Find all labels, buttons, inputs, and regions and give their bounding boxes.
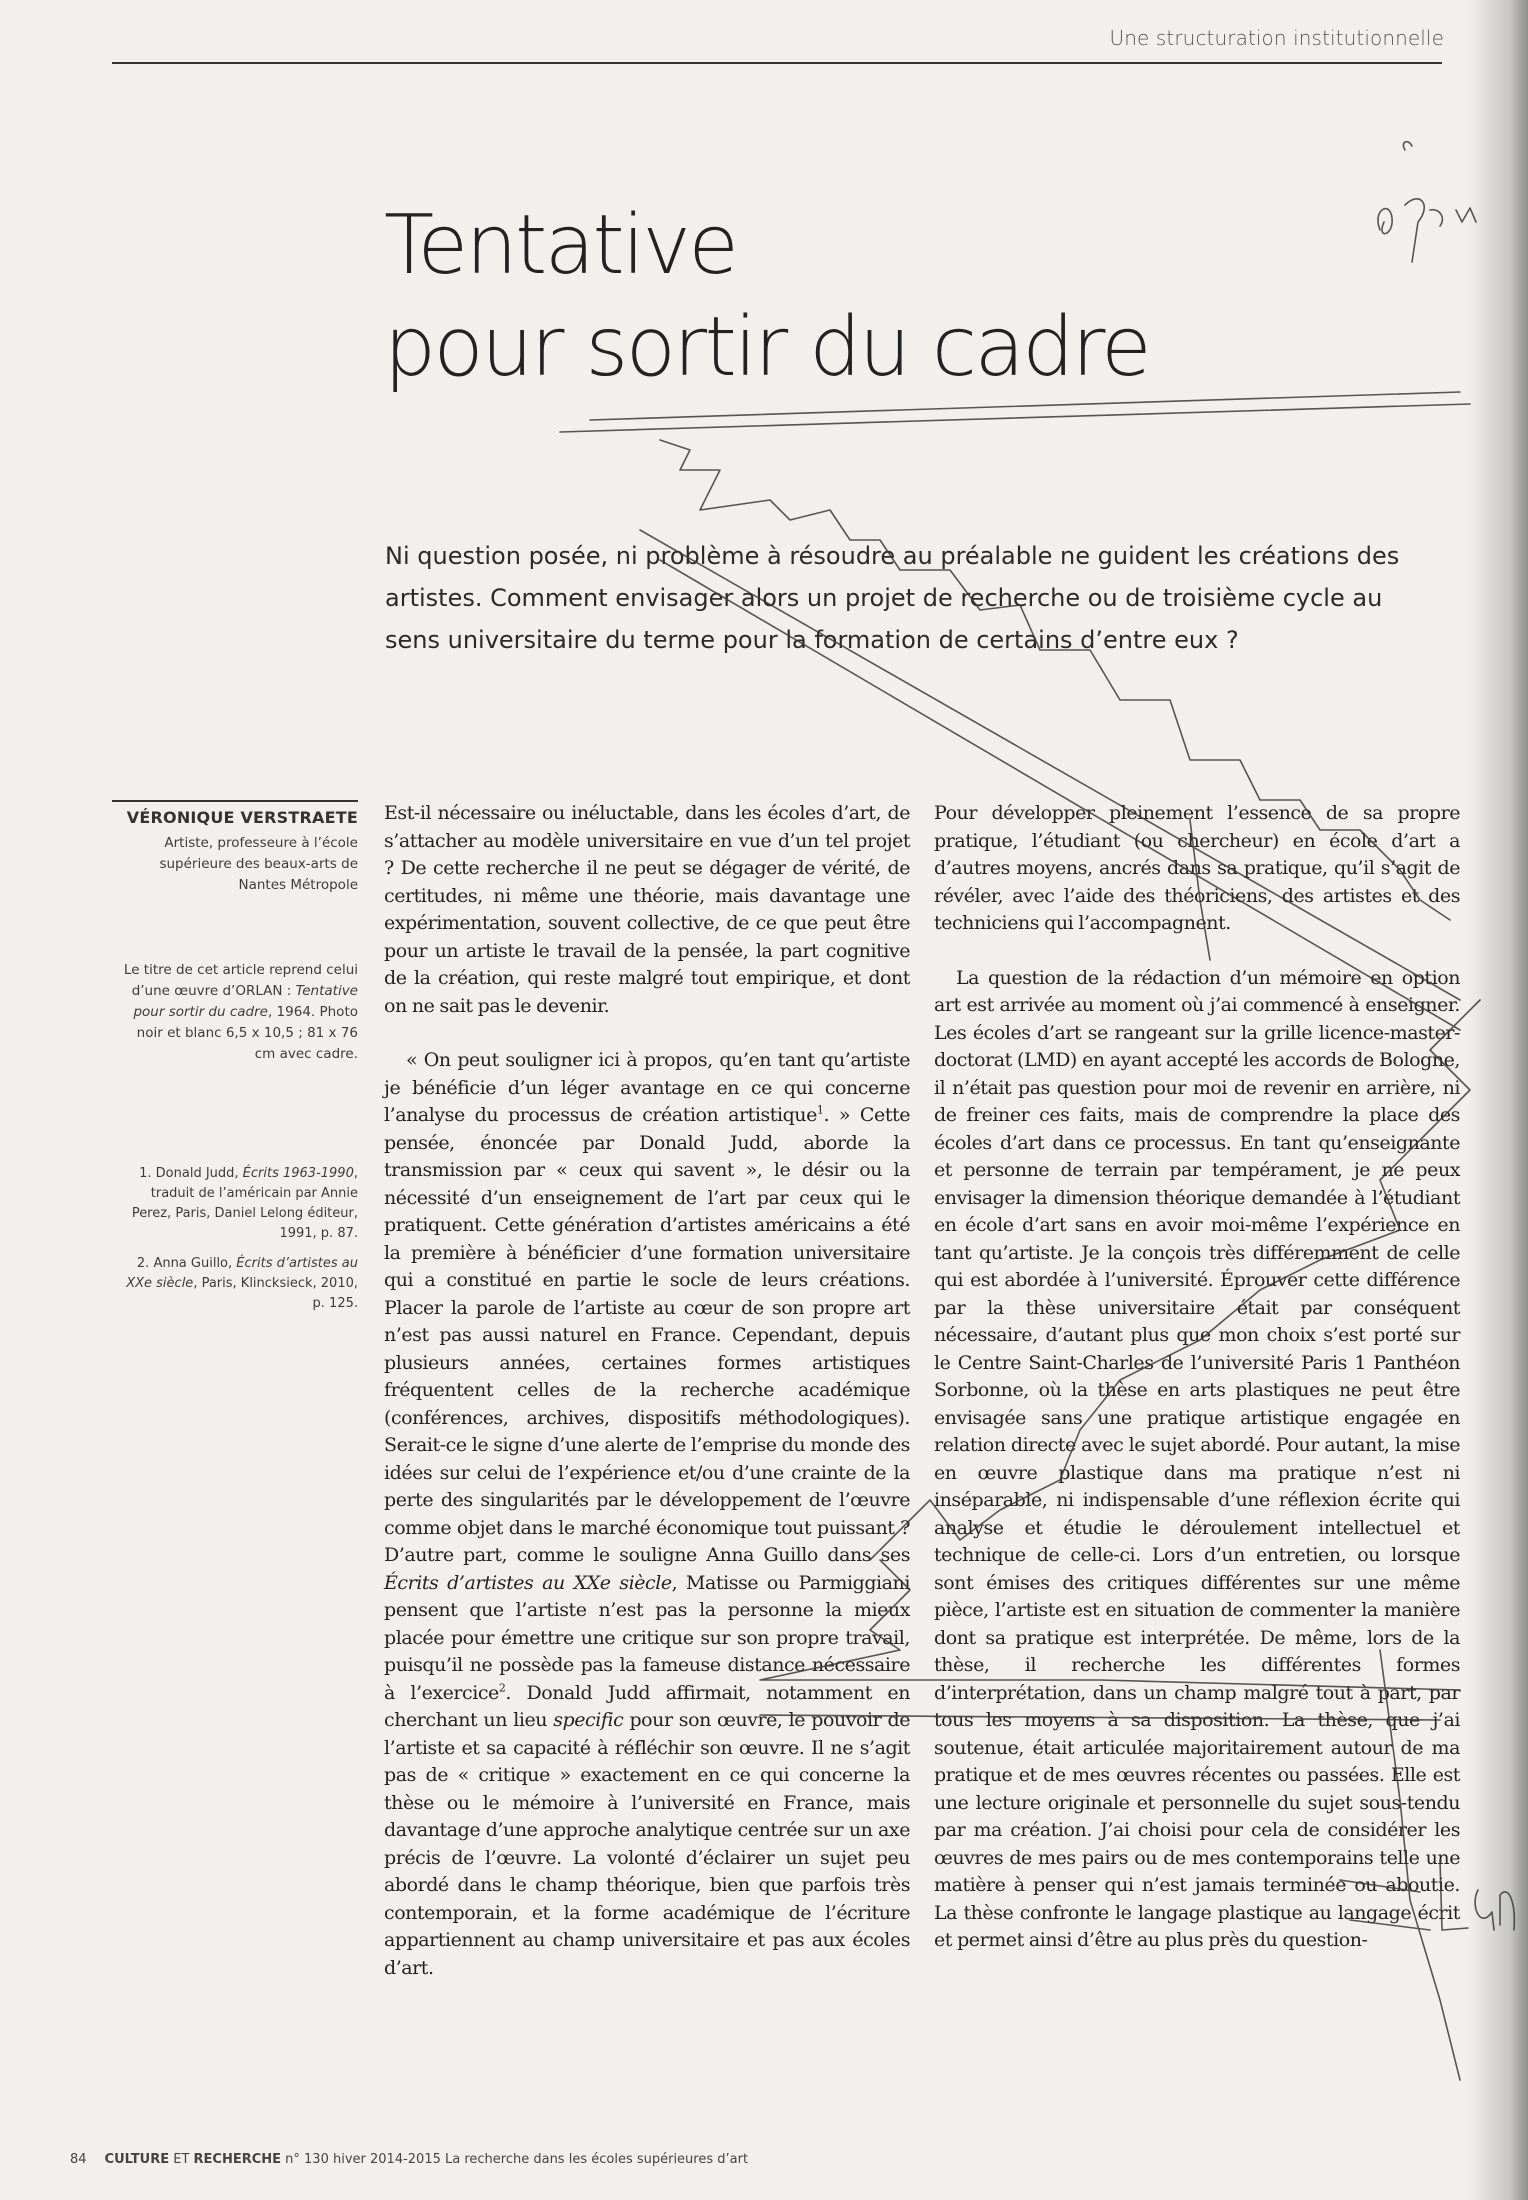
footnote-author: Anna Guillo, (153, 1256, 237, 1271)
footnote-rest: , Paris, Klincksieck, 2010, p. 125. (193, 1276, 358, 1311)
body-column-2 (934, 800, 1460, 1982)
caption-work: Tentative pour sortir du cadre (133, 983, 358, 1020)
body-paragraph: La question de la rédaction d’un mémoire en option art est arrivée au moment où j’ai commencé à enseigner. Les écoles d’art se rangeant sur la grille licence-master-doctorat (LMD) en ayant accepté les accords de Bologne, il n’était pas question pour moi de revenir en arrière, ni de freiner ces faits, mais de comprendre la place des écoles d’art dans ce processus. En tant qu’enseignante et personne de terrain par tempérament, je ne peux envisager la dimension théorique demandée à l’étudiant en école d’art sans en avoir moi-même l’expérience en tant qu’artiste. Je la conçois très différemment de celle qui est abordée à l’université. Éprouver cette différence par la thèse universitaire était par conséquent nécessaire, d’autant plus que mon choix s’est porté sur le Centre Saint-Charles de l’université Paris 1 Panthéon Sorbonne, où la thèse en arts plastiques ne peut être envisagée sans une pratique artistique engagée en relation directe avec le sujet abordé. Pour autant, la mise en œuvre plastique dans ma pratique n’est ni inséparable, ni indispensable d’une réflexion écrite qui analyse et étudie le déroulement intellectuel et technique de celle-ci. Lors d’un entretien, ou lorsque sont émises des critiques différentes sur une même pièce, l’artiste est en situation de commenter la manière dont sa pratique est interprétée. De même, lors de la thèse, il recherche les différentes formes d’interprétation, dans un champ malgré tout à part, par tous les moyens à sa disposition. La thèse, que j’ai soutenue, était articulée majoritairement autour de ma pratique et de mes œuvres récentes ou passées. Elle est une lecture originale et personnelle du sujet sous-tendu par ma création. J’ai choisi pour cela de considérer les œuvres de mes pairs ou de mes contemporains telle une matière à penser qui n’est jamais terminée ou aboutie. La thèse confronte le langage plastique au langage écrit et permet ainsi d’être au plus près du question- (934, 966, 1460, 1951)
footnote-ref: 2 (498, 1681, 506, 1695)
footnote-rest: , traduit de l’américain par Annie Perez, Paris, Daniel Lelong éditeur, 1991, p. 87. (131, 1166, 358, 1241)
caption-before: Le titre de cet article reprend celui d’une œuvre d’ORLAN : (123, 962, 358, 999)
title-line-2: pour sortir du cadre (384, 300, 1150, 395)
handwriting-glyph (1378, 209, 1392, 234)
body-paragraph (384, 1047, 910, 1982)
text-run: . Donald Judd affirmait, notamment en cherchant un lieu (384, 1681, 910, 1731)
body-paragraph: Pour développer pleinement l’essence de sa propre pratique, l’étudiant (ou chercheur) en école d’art a d’autres moyens, ancrés dans sa pratique, qu’il s’agit de révéler, avec l’aide des théoriciens, des artistes et des techniciens qui l’accompagnent. (934, 802, 1460, 934)
page-number: 84 (70, 2152, 87, 2167)
author-role: Artiste, professeure à l’école supérieure des beaux-arts de Nantes Métropole (159, 835, 358, 893)
caption-after: , 1964. Photo noir et blanc 6,5 x 10,5 ; 81 x 76 cm avec cadre. (136, 1004, 358, 1062)
journal-name-et: ET (169, 2152, 194, 2167)
body-paragraph: Est-il nécessaire ou inéluctable, dans les écoles d’art, de s’attacher au modèle universitaire en vue d’un tel projet ? De cette recherche il ne peut se dégager de vérité, de certitudes, ni même une théorie, mais davantage une expérimentation, souvent collective, de ce que peut être pour un artiste le travail de la pensée, la part cognitive de la création, qui reste malgré tout empirique, et dont on ne sait pas le devenir. (384, 802, 910, 1017)
lead-paragraph: Ni question posée, ni problème à résoudre au préalable ne guident les créations des artistes. Comment envisager alors un projet de recherche ou de troisième cycle au sens universitaire du terme pour la formation de certains d’entre eux ? (385, 542, 1400, 654)
text-run: , Matisse ou Parmiggiani pensent que l’artiste n’est pas la personne la mieux placée pour émettre une critique sur son propre travail, puisqu’il ne possède pas la fameuse distance nécessaire à l’exercice (384, 1571, 910, 1704)
pencil-guide-line (560, 404, 1470, 432)
header-rule (112, 62, 1442, 64)
handwriting-glyph (1405, 199, 1476, 262)
image-caption (112, 960, 358, 1065)
footnote-author: Donald Judd, (155, 1166, 243, 1181)
journal-name-culture: CULTURE (104, 2152, 170, 2167)
text-run: « On peut souligner ici à propos, qu’en tant qu’artiste je bénéficie d’un léger avantage en ce qui concerne l’analyse du processus de création artistique (384, 1049, 910, 1126)
footnotes (112, 1164, 358, 1324)
footnote-ref: 1 (816, 1103, 824, 1117)
text-run: pour son œuvre, le pouvoir de l’artiste et sa capacité à réfléchir son œuvre. Il ne s’agit pas de « critique » exactement en ce qui concerne la thèse ou le mémoire à l’université en France, mais davantage d’une approche analytique centrée sur un axe précis de l’œuvre. La volonté d’éclairer un sujet peu abordé dans le champ théorique, bien que parfois très contemporain, et la forme académique de l’écriture appartiennent au champ universitaire et pas aux écoles d’art. (384, 1709, 910, 1979)
footnote-work: Écrits 1963-1990 (242, 1166, 354, 1181)
author-name: VÉRONIQUE VERSTRAETE (126, 808, 358, 827)
author-block (112, 800, 358, 896)
cited-work: Écrits d’artistes au XXe siècle (384, 1571, 672, 1594)
handwriting-glyph (1403, 142, 1412, 150)
title-line-1: Tentative (384, 198, 737, 293)
body-column-1 (384, 800, 910, 2009)
footnote-1 (112, 1164, 358, 1244)
page-footer (70, 2152, 748, 2167)
footnote-2 (112, 1254, 358, 1314)
issue-info: n° 130 hiver 2014-2015 La recherche dans les écoles supérieures d’art (281, 2152, 749, 2167)
footnote-number: 1. (139, 1166, 156, 1181)
text-run: . » Cette pensée, énoncée par Donald Judd, aborde la transmission par « ceux qui savent », le désir ou la nécessité d’un enseignement de l’art par ceux qui le pratiquent. Cette génération d’artistes américains a été la première à bénéficier d’une formation universitaire qui a constitué en partie le socle de leurs créations. Placer la parole de l’artiste au cœur de son propre art n’est pas aussi naturel en France. Cependant, depuis plusieurs années, certaines formes artistiques fréquentent celles de la recherche académique (conférences, archives, dispositifs méthodologiques). Serait-ce le signe d’une alerte de l’emprise du monde des idées sur celui de l’expérience et/ou d’une crainte de la perte des singularités par le développement de l’œuvre comme objet dans le marché économique tout puissant ? D’autre part, comme le souligne Anna Guillo dans ses (384, 1104, 910, 1566)
article-title (384, 195, 1149, 399)
footnote-work: Écrits d’artistes au XXe siècle (126, 1256, 358, 1291)
page-edge-shadow (1468, 0, 1528, 2200)
italic-word: specific (553, 1709, 624, 1731)
footnote-number: 2. (136, 1256, 154, 1271)
author-rule (112, 800, 358, 802)
running-header: Une structuration institutionnelle (1109, 26, 1444, 50)
journal-name-recherche: RECHERCHE (193, 2152, 282, 2167)
